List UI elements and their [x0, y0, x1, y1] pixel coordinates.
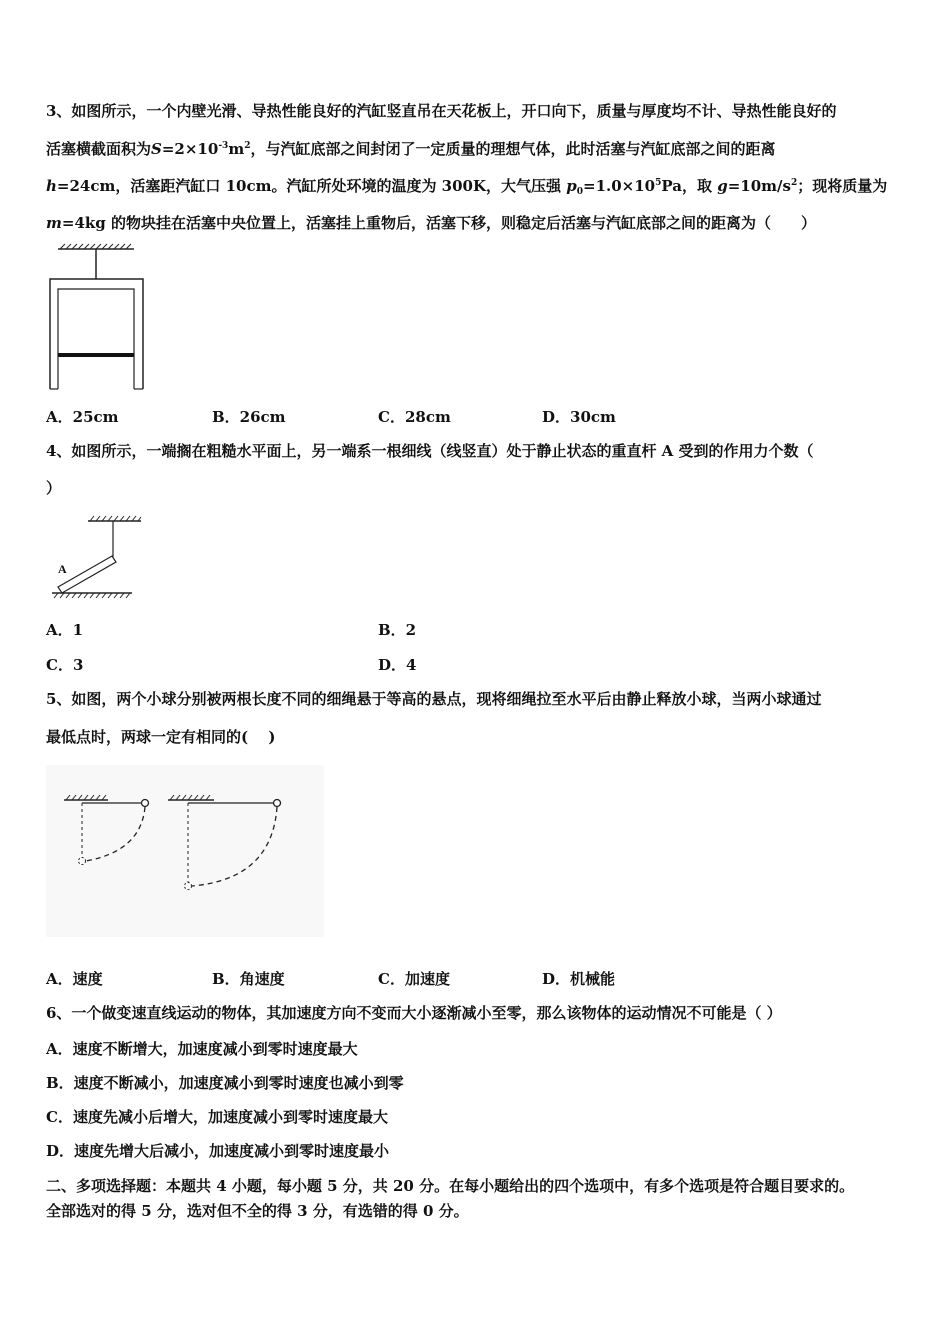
ceiling-hatch [88, 516, 141, 521]
cylinder-inner-wall [58, 289, 134, 389]
q5-option-b[interactable]: B．角速度 [212, 970, 285, 988]
q5-option-a[interactable]: A．速度 [46, 970, 103, 988]
q4-option-c[interactable]: C．3 [46, 656, 84, 674]
left-ball-lowest [79, 858, 86, 865]
figure-background [46, 765, 324, 937]
q3-line-3: h=24cm，活塞距汽缸口 10cm。汽缸所处环境的温度为 300K，大气压强 $p_0=1.0\times 10^5Pa$，取 $g=10m/s^2$；现将质量为 [46, 177, 888, 197]
q6-line-1: 6、一个做变速直线运动的物体，其加速度方向不变而大小逐渐减小至零，那么该物体的运动情况不可能是（ ） [46, 1004, 782, 1022]
q4-line-2: ） [46, 479, 62, 497]
q6-option-b[interactable]: B．速度不断减小，加速度减小到零时速度也减小到零 [46, 1074, 404, 1092]
q3-option-b[interactable]: B．26cm [212, 408, 286, 426]
cylinder-outer-wall [50, 279, 143, 389]
left-ball-start [142, 800, 149, 807]
q3-line-2: 活塞横截面积为$S=2\times 10^{-3}m^2$，与汽缸底部之间封闭了一定质量的理想气体，此时活塞与汽缸底部之间的距离 [46, 140, 776, 158]
rod-a [58, 556, 116, 593]
q5-pendulum-figure [46, 765, 324, 937]
q3-option-d[interactable]: D．30cm [542, 408, 616, 426]
q3-option-a[interactable]: A．25cm [46, 408, 119, 426]
q3-line-4: m=4kg 的物块挂在活塞中央位置上，活塞挂上重物后，活塞下移，则稳定后活塞与汽缸底部之间的距离为（ ） [46, 214, 816, 232]
q4-option-b[interactable]: B．2 [378, 621, 417, 639]
floor-hatch [52, 593, 132, 598]
q5-line-1: 5、如图，两个小球分别被两根长度不同的细绳悬于等高的悬点，现将细绳拉至水平后由静止释放小球，当两小球通过 [46, 690, 822, 708]
q4-option-a[interactable]: A．1 [46, 621, 84, 639]
q3-line-1: 3、如图所示，一个内壁光滑、导热性能良好的汽缸竖直吊在天花板上，开口向下，质量与厚度均不计、导热性能良好的 [46, 102, 837, 120]
q4-rod-figure [46, 513, 146, 603]
q4-option-d[interactable]: D．4 [378, 656, 417, 674]
q3-option-c[interactable]: C．28cm [378, 408, 451, 426]
piston [58, 353, 134, 357]
right-ball-start [274, 800, 281, 807]
q5-line-2: 最低点时，两球一定有相同的( ) [46, 728, 276, 746]
q6-option-d[interactable]: D．速度先增大后减小，加速度减小到零时速度最小 [46, 1142, 390, 1160]
rod-label: A [58, 562, 67, 576]
ceiling-hatch [58, 244, 134, 249]
q5-option-c[interactable]: C．加速度 [378, 970, 450, 988]
q4-line-1: 4、如图所示，一端搁在粗糙水平面上，另一端系一根细线（线竖直）处于静止状态的重直杆 A 受到的作用力个数（ [46, 442, 814, 460]
q3-cylinder-figure [46, 243, 146, 393]
section2-heading-line-2: 全部选对的得 5 分，选对但不全的得 3 分，有选错的得 0 分。 [46, 1202, 469, 1220]
section2-heading-line-1: 二、多项选择题：本题共 4 小题，每小题 5 分，共 20 分。在每小题给出的四个选项中，有多个选项是符合题目要求的。 [46, 1177, 855, 1195]
q6-option-c[interactable]: C．速度先减小后增大，加速度减小到零时速度最大 [46, 1108, 388, 1126]
q5-option-d[interactable]: D．机械能 [542, 970, 616, 988]
q6-option-a[interactable]: A．速度不断增大，加速度减小到零时速度最大 [46, 1040, 358, 1058]
right-ball-lowest [185, 883, 192, 890]
